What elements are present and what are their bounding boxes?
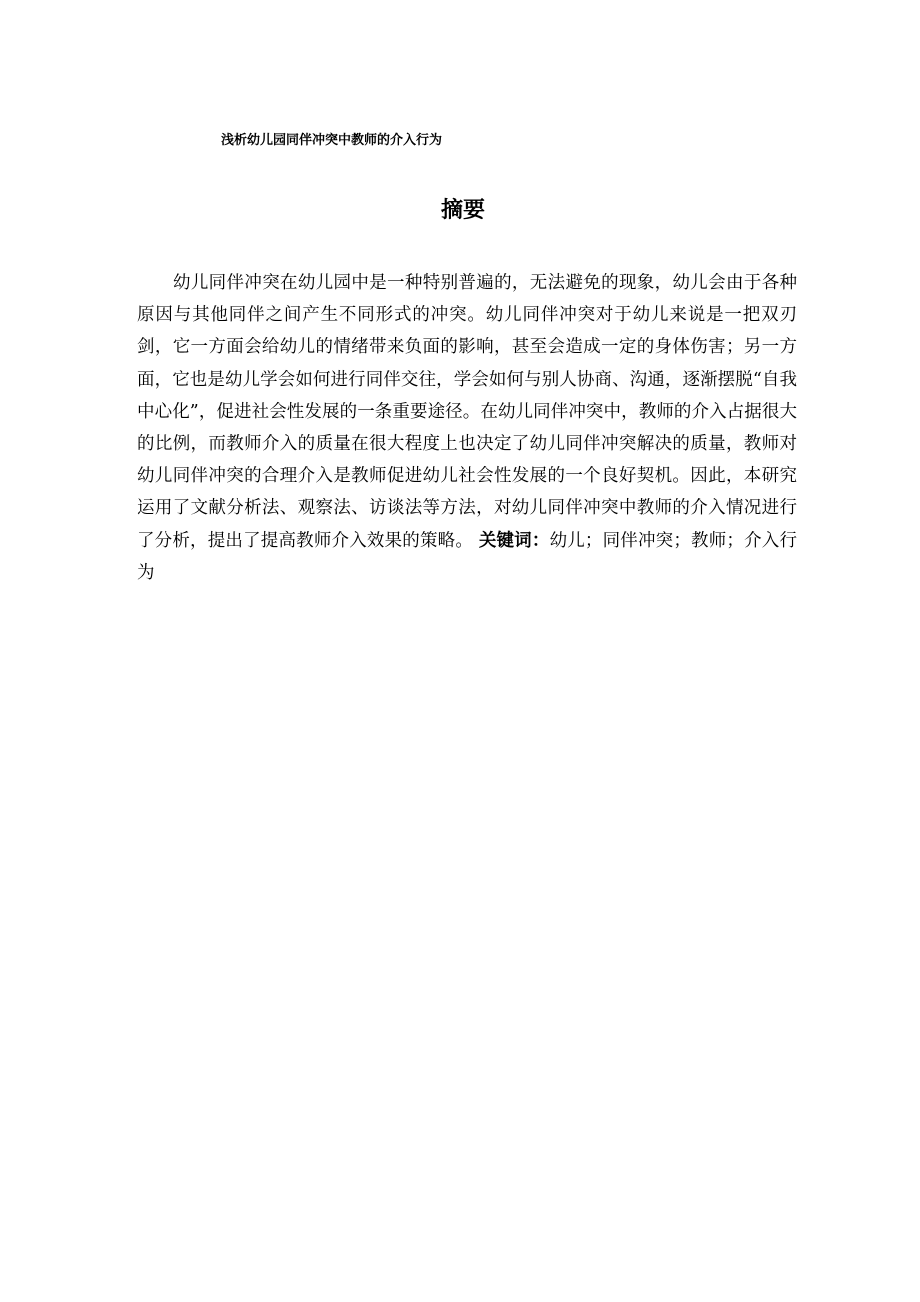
abstract-paragraph — [137, 267, 797, 589]
abstract-text: 幼儿同伴冲突在幼儿园中是一种特别普遍的，无法避免的现象，幼儿会由于各种原因与其他同伴之间产生不同形式的冲突。幼儿同伴冲突对于幼儿来说是一把双刃剑，它一方面会给幼儿的情绪带来负面的影响，甚至会造成一定的身体伤害；另一方面，它也是幼儿学会如何进行同伴交往，学会如何与别人协商、沟通，逐渐摆脱“自我中心化”，促进社会性发展的一条重要途径。在幼儿同伴冲突中，教师的介入占据很大的比例，而教师介入的质量在很大程度上也决定了幼儿同伴冲突解决的质量，教师对幼儿同伴冲突的合理介入是教师促进幼儿社会性发展的一个良好契机。因此，本研究运用了文献分析法、观察法、访谈法等方法，对幼儿同伴冲突中教师的介入情况进行了分析，提出了提高教师介入效果的策略。 — [137, 273, 797, 551]
document-title: 浅析幼儿园同伴冲突中教师的介入行为 — [221, 133, 443, 148]
abstract-heading: 摘要 — [440, 198, 485, 223]
keywords-label: 关键词： — [478, 530, 550, 551]
keywords-text: 幼儿；同伴冲突；教师；介入行为 — [137, 530, 797, 583]
